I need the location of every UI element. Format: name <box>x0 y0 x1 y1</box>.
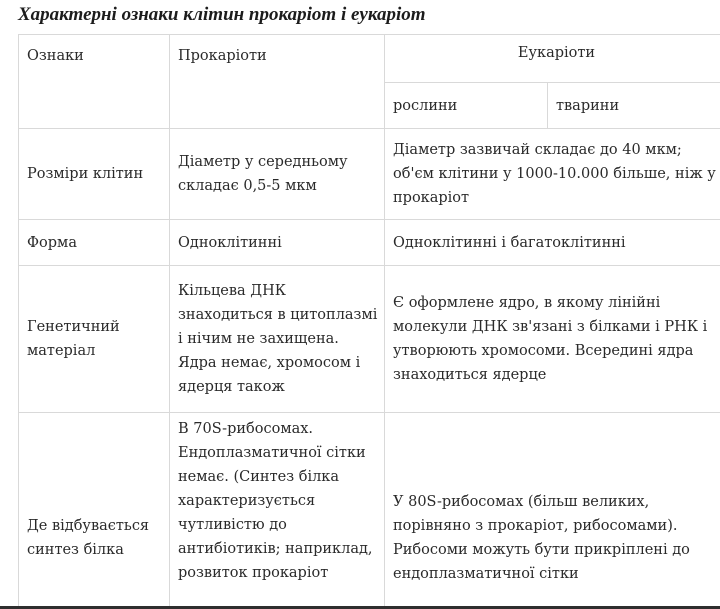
prokaryotes-cell: Одноклітинні <box>170 220 385 266</box>
table-row <box>19 266 720 413</box>
eukaryotes-cell: Є оформлене ядро, в якому лінійні молекули ДНК зв'язані з білками і РНК і утворюють хромосоми. Всередині ядра знаходиться ядерце <box>385 266 720 413</box>
header-animals: тварини <box>548 83 720 129</box>
table-row <box>19 413 720 608</box>
feature-cell: Де відбувається синтез білка <box>19 413 170 608</box>
eukaryotes-cell: Діаметр зазвичай складає до 40 мкм; об'єм клітини у 1000-10.000 більше, ніж у прокаріот <box>385 129 720 220</box>
header-eukaryotes: Еукаріоти <box>385 35 720 83</box>
table-header-row <box>19 35 720 83</box>
eukaryotes-cell: Одноклітинні і багатоклітинні <box>385 220 720 266</box>
eukaryotes-cell: У 80S-рибосомах (більш великих, порівняно з прокаріот, рибосомами). Рибосоми можуть бути прикріплені до ендоплазматичної сітки <box>385 413 720 608</box>
feature-cell: Форма <box>19 220 170 266</box>
prokaryotes-cell: Діаметр у середньому складає 0,5-5 мкм <box>170 129 385 220</box>
feature-cell: Розміри клітин <box>19 129 170 220</box>
page-title: Характерні ознаки клітин прокаріот і еукаріот <box>18 4 426 25</box>
prokaryotes-cell: Кільцева ДНК знаходиться в цитоплазмі і нічим не захищена. Ядра немає, хромосом і ядерця також <box>170 266 385 413</box>
table-row <box>19 129 720 220</box>
feature-cell: Генетичний матеріал <box>19 266 170 413</box>
comparison-table-container <box>18 34 720 607</box>
header-plants: рослини <box>385 83 548 129</box>
comparison-table <box>18 34 720 607</box>
table-row <box>19 220 720 266</box>
header-prokaryotes: Прокаріоти <box>170 35 385 129</box>
header-features: Ознаки <box>19 35 170 129</box>
prokaryotes-cell: В 70S-рибосомах. Ендоплазматичної сітки немає. (Синтез білка характеризується чутливістю до антибіотиків; наприклад, розвиток прокаріот <box>170 413 385 608</box>
